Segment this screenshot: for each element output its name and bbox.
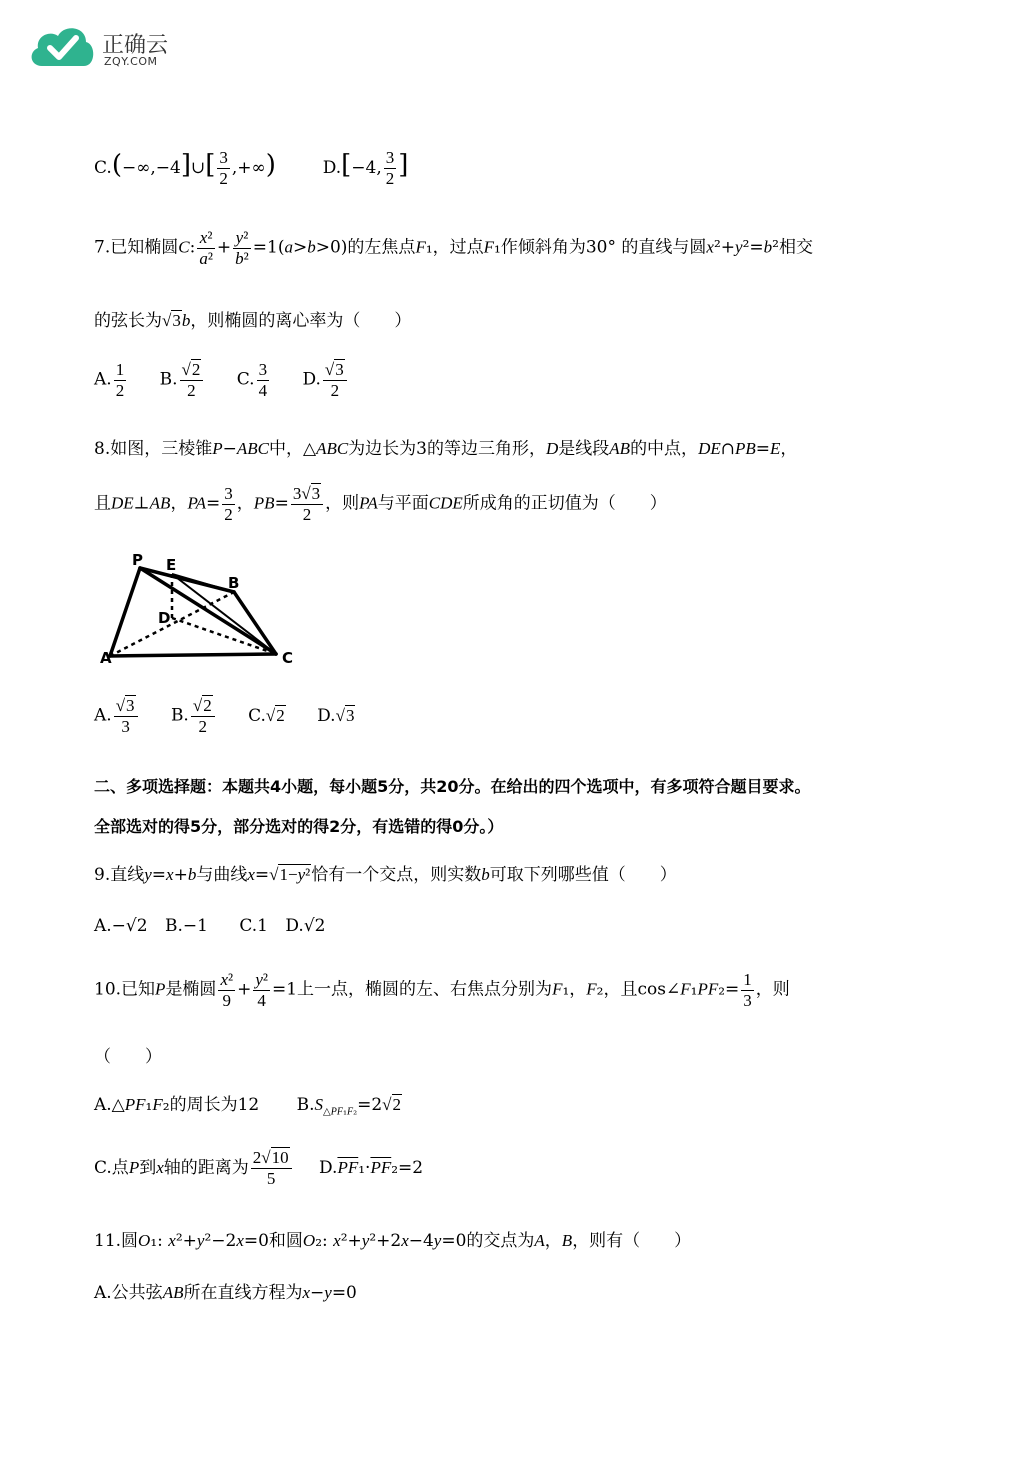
q9-stem: 9.直线y=x+b与曲线x=√1−y²恰有一个交点，则实数b可取下列哪些值（ ） [94,865,677,885]
q7-option-a: A. $\frac{1}{2}$ [94,360,125,400]
cloud-check-icon [28,22,96,70]
edge-pa [110,568,140,656]
section2-heading-line2: 全部选对的得5分，部分选对的得2分，有选错的得0分。） [94,817,504,836]
label-e: E [166,556,177,574]
edge-ac [110,654,276,656]
q8-stem-line1: 8.如图，三棱锥P−ABC中，△ABC为边长为3的等边三角形，D是线段AB的中点，DE∩PB=E， [94,439,798,459]
q9-option-b: B.−1 [164,916,208,936]
edge-dc-dashed [172,618,276,654]
logo [28,22,178,74]
edge-ec [172,574,276,654]
label-b: B [228,574,240,592]
logo-site: ZQY.COM [104,55,158,68]
q8-option-c: C.√2 [248,705,285,726]
label-a: A [100,649,112,667]
q6-option-c: C.(−∞,−4]∪[ $\frac{3}{2}$ ,+∞) [94,148,276,188]
q6-options [94,148,408,188]
logo-name: 正确云 [102,33,169,58]
label-p: P [132,551,143,569]
edge-bc [234,592,276,654]
q8-options [94,696,381,736]
q7-option-d: D. $\frac{√3}{2}$ [302,360,348,400]
q7-stem-line2: 的弦长为√3b，则椭圆的离心率为（ ） [94,311,412,331]
q8-stem-line2: 且DE⊥AB，PA= $\frac{3}{2}$ ，PB= $\frac{3√3}{2}$ ，则PA与平面CDE所成角的正切值为（ ） [94,484,667,524]
q10-option-a: A.△PF₁F₂的周长为12 [94,1095,260,1115]
q8-option-a: A. $\frac{√3}{3}$ [94,696,140,736]
q10-option-c: C.点P到x轴的距离为 $\frac{2√10}{5}$ [94,1158,294,1178]
q10-option-b: $B.S_{\triangle PF_1F_2}=2√2$ [296,1095,401,1118]
q11-option-a: A.公共弦AB所在直线方程为x−y=0 [94,1283,357,1303]
q7-stem-line1: 7.已知椭圆C: $\frac{\text{x²}}{\text{a²}}$ + $\frac{\text{y²}}{\text{b²}}$ =1(a>b>0)的左焦点F₁，过点F₁作倾斜角为30° 的直线与圆x²+y²=b²相交 [94,228,813,268]
q10-stem-line1: 10.已知P是椭圆 $\frac{\text{x²}}{9}$ + $\frac{\text{y²}}{4}$ =1上一点，椭圆的左、右焦点分别为F₁，F₂，且cos∠F₁PF₂= $\frac{1}{3}$ ，则 [94,970,790,1010]
label-d: D [158,609,171,627]
q8-option-b: B. $\frac{√2}{2}$ [171,696,217,736]
q7-options [94,360,375,400]
edge-eb [172,574,234,592]
q8-option-d: D.√3 [317,705,355,726]
q9-option-d: D.√2 [285,916,326,936]
q7-option-b: B. $\frac{√2}{2}$ [160,360,206,400]
q10-options-cd [94,1148,423,1188]
q10-stem-line2: （ ） [94,1047,162,1067]
q9-option-a: A.−√2 [94,916,148,936]
section2-heading-line1: 二、多项选择题：本题共4小题，每小题5分，共20分。在给出的四个选项中，有多项符合题目要求。 [94,777,811,796]
q10-option-d: $D.\overline{PF}_1\cdot\overline{PF}_2=2$ [319,1157,424,1178]
q9-option-c: C.1 [239,916,268,936]
q8-pyramid-figure [96,548,316,678]
q7-option-c: C. $\frac{3}{4}$ [236,360,268,400]
q11-stem: 11.圆O₁: x²+y²−2x=0和圆O₂: x²+y²+2x−4y=0的交点为A，B，则有（ ） [94,1231,692,1251]
q6-option-d: D.[−4, $\frac{3}{2}$ ] [322,148,409,188]
q9-options [94,916,325,936]
q10-options-ab [94,1090,402,1117]
label-c: C [282,649,294,667]
